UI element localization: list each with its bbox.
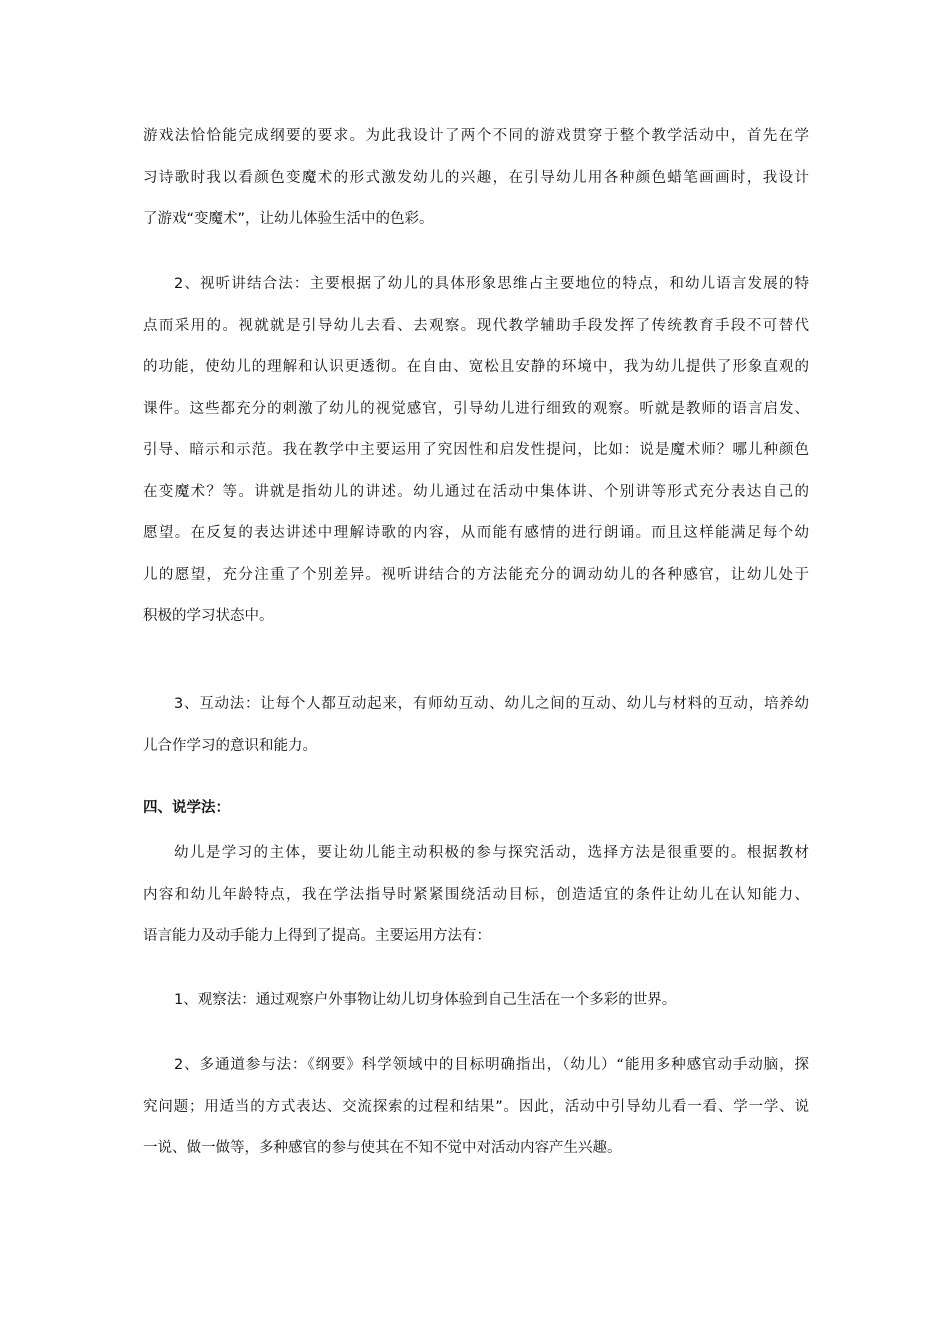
paragraph-game-method-continued <box>143 116 809 241</box>
text-line: 3、互动法：让每个人都互动起来，有师幼互动、幼儿之间的互动、幼儿与材料的互动，培养幼 <box>174 696 809 712</box>
paragraph-learning-method-intro <box>143 833 809 958</box>
paragraph-audiovisual-method <box>143 264 809 638</box>
text-line: 内容和幼儿年龄特点，我在学法指导时紧紧围绕活动目标，创造适宜的条件让幼儿在认知能力、 <box>143 886 809 903</box>
text-line: 2、视听讲结合法：主要根据了幼儿的具体形象思维占主要地位的特点，和幼儿语言发展的特 <box>174 276 809 292</box>
text-line: 愿望。在反复的表达讲述中理解诗歌的内容，从而能有感情的进行朗诵。而且这样能满足每个幼 <box>143 525 809 541</box>
section-heading-learning-method: 四、说学法： <box>143 800 230 816</box>
text-line: 一说、做一做等，多种感官的参与使其在不知不觉中对活动内容产生兴趣。 <box>143 1140 622 1156</box>
text-line: 的功能，使幼儿的理解和认识更透彻。在自由、宽松且安静的环境中，我为幼儿提供了形象直观的 <box>143 359 809 375</box>
text-line: 究问题；用适当的方式表达、交流探索的过程和结果”。因此，活动中引导幼儿看一看、学一学、说 <box>143 1098 809 1115</box>
text-line: 习诗歌时我以看颜色变魔术的形式激发幼儿的兴趣，在引导幼儿用各种颜色蜡笔画画时，我设计 <box>143 169 809 186</box>
text-line: 1、观察法：通过观察户外事物让幼儿切身体验到自己生活在一个多彩的世界。 <box>174 992 677 1008</box>
text-line: 儿合作学习的意识和能力。 <box>143 737 317 754</box>
text-line: 在变魔术？等。讲就是指幼儿的讲述。幼儿通过在活动中集体讲、个别讲等形式充分表达自己的 <box>143 483 809 500</box>
text-line: 引导、暗示和示范。我在教学中主要运用了究因性和启发性提问，比如：说是魔术师？哪儿种颜色 <box>143 442 809 458</box>
paragraph-multichannel-method <box>143 1045 809 1170</box>
text-line: 2、多通道参与法：《纲要》科学领域中的目标明确指出，（幼儿）“能用多种感官动手动脑，探 <box>174 1057 809 1073</box>
text-line: 了游戏“变魔术”，让幼儿体验生活中的色彩。 <box>143 211 434 227</box>
paragraph-observation-method <box>143 980 809 1022</box>
text-line: 儿的愿望，充分注重了个别差异。视听讲结合的方法能充分的调动幼儿的各种感官，让幼儿处于 <box>143 566 809 583</box>
text-line: 游戏法恰恰能完成纲要的要求。为此我设计了两个不同的游戏贯穿于整个教学活动中，首先在学 <box>143 128 809 144</box>
text-line: 积极的学习状态中。 <box>143 608 274 624</box>
text-line: 语言能力及动手能力上得到了提高。主要运用方法有： <box>143 928 491 944</box>
paragraph-interaction-method <box>143 684 809 767</box>
text-line: 点而采用的。视就就是引导幼儿去看、去观察。现代教学辅助手段发挥了传统教育手段不可替代 <box>143 317 809 334</box>
text-line: 课件。这些都充分的刺激了幼儿的视觉感官，引导幼儿进行细致的观察。听就是教师的语言启发、 <box>143 400 809 417</box>
text-line: 幼儿是学习的主体，要让幼儿能主动积极的参与探究活动，选择方法是很重要的。根据教材 <box>174 845 809 861</box>
